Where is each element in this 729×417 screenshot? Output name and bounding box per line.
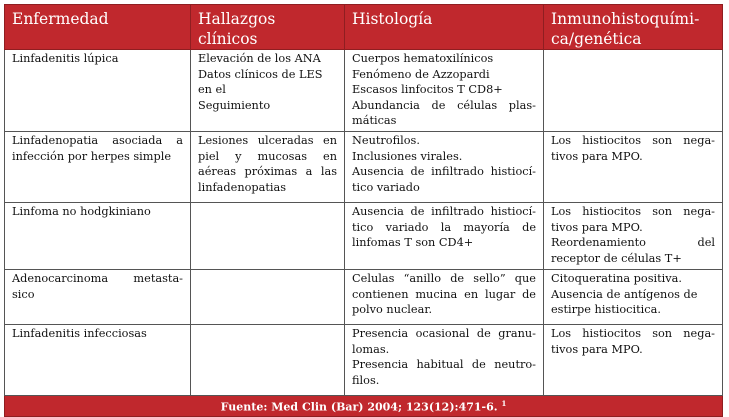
cell-hallazgos xyxy=(191,325,345,396)
table-row xyxy=(5,325,723,396)
cell-text: Celulas “anillo de sello” que contienen mucina en lugar de polvo nuclear. xyxy=(352,272,536,316)
cell-text: Reordenamiento del receptor de células T+ xyxy=(551,236,715,265)
cell-inmuno xyxy=(544,270,723,325)
cell-enfermedad xyxy=(5,270,191,325)
cell-text: Inclusiones virales. xyxy=(352,149,463,163)
cell-histologia xyxy=(345,132,544,203)
header-row xyxy=(5,5,723,50)
cell-text: Elevación de los ANA xyxy=(198,52,321,65)
cell-text: Fenómeno de Azzopardi xyxy=(352,67,490,81)
cell-text: Linfadenitis lúpica xyxy=(12,52,119,65)
cell-inmuno xyxy=(544,325,723,396)
cell-text: Los histiocitos son nega-tivos para MPO. xyxy=(551,134,715,163)
cell-text: Lesiones ulceradas en piel y mucosas en aéreas próximas a las linfadenopatias xyxy=(198,134,337,194)
table-row xyxy=(5,132,723,203)
cell-text: Ausencia de infiltrado histiocí-tico variado la mayoría de linfomas T son CD4+ xyxy=(352,205,536,249)
comparison-table xyxy=(4,4,723,417)
cell-text: Citoqueratina positiva. xyxy=(551,272,682,285)
cell-enfermedad xyxy=(5,50,191,132)
cell-text: Los histiocitos son nega-tivos para MPO. xyxy=(551,205,715,234)
header-histologia: Histología xyxy=(345,5,544,50)
header-inmuno: Inmunohistoquími-ca/genética xyxy=(544,5,723,50)
cell-enfermedad xyxy=(5,132,191,203)
cell-text: Seguimiento xyxy=(198,98,271,112)
cell-inmuno xyxy=(544,132,723,203)
header-hallazgos: Hallazgos clínicos xyxy=(191,5,345,50)
cell-hallazgos xyxy=(191,270,345,325)
table-row xyxy=(5,50,723,132)
cell-inmuno xyxy=(544,203,723,270)
cell-text: Presencia habitual de neutro-filos. xyxy=(352,358,536,387)
table-row xyxy=(5,270,723,325)
cell-histologia xyxy=(345,203,544,270)
source-reference: 1 xyxy=(501,399,507,408)
cell-text: Linfadenitis infecciosas xyxy=(12,327,147,340)
cell-hallazgos xyxy=(191,132,345,203)
cell-histologia xyxy=(345,50,544,132)
cell-text: Presencia ocasional de granu-lomas. xyxy=(352,327,536,356)
cell-text: Adenocarcinoma metasta-sico xyxy=(12,272,183,301)
cell-text: Ausencia de antígenos de estirpe histiocitica. xyxy=(551,287,698,316)
header-enfermedad: Enfermedad xyxy=(5,5,191,50)
cell-hallazgos xyxy=(191,203,345,270)
cell-enfermedad xyxy=(5,203,191,270)
cell-text: Los histiocitos son nega-tivos para MPO. xyxy=(551,327,715,356)
source-text: Fuente: Med Clin (Bar) 2004; 123(12):471-6. xyxy=(220,400,498,414)
cell-text: Linfadenopatia asociada a infección por herpes simple xyxy=(12,134,183,163)
cell-text: Neutrofilos. xyxy=(352,134,420,147)
cell-text: Datos clínicos de LES en el xyxy=(198,67,323,96)
cell-inmuno xyxy=(544,50,723,132)
cell-enfermedad xyxy=(5,325,191,396)
cell-text: Cuerpos hematoxilínicos xyxy=(352,52,494,65)
table-row xyxy=(5,203,723,270)
cell-histologia xyxy=(345,270,544,325)
cell-text: Linfoma no hodgkiniano xyxy=(12,205,151,218)
cell-hallazgos xyxy=(191,50,345,132)
source-footer xyxy=(5,396,723,417)
cell-histologia xyxy=(345,325,544,396)
cell-text: Escasos linfocitos T CD8+ xyxy=(352,83,503,96)
cell-text: Abundancia de células plas-máticas xyxy=(352,98,536,127)
cell-text: Ausencia de infiltrado histiocí-tico variado xyxy=(352,165,536,194)
footer-row xyxy=(5,396,723,417)
